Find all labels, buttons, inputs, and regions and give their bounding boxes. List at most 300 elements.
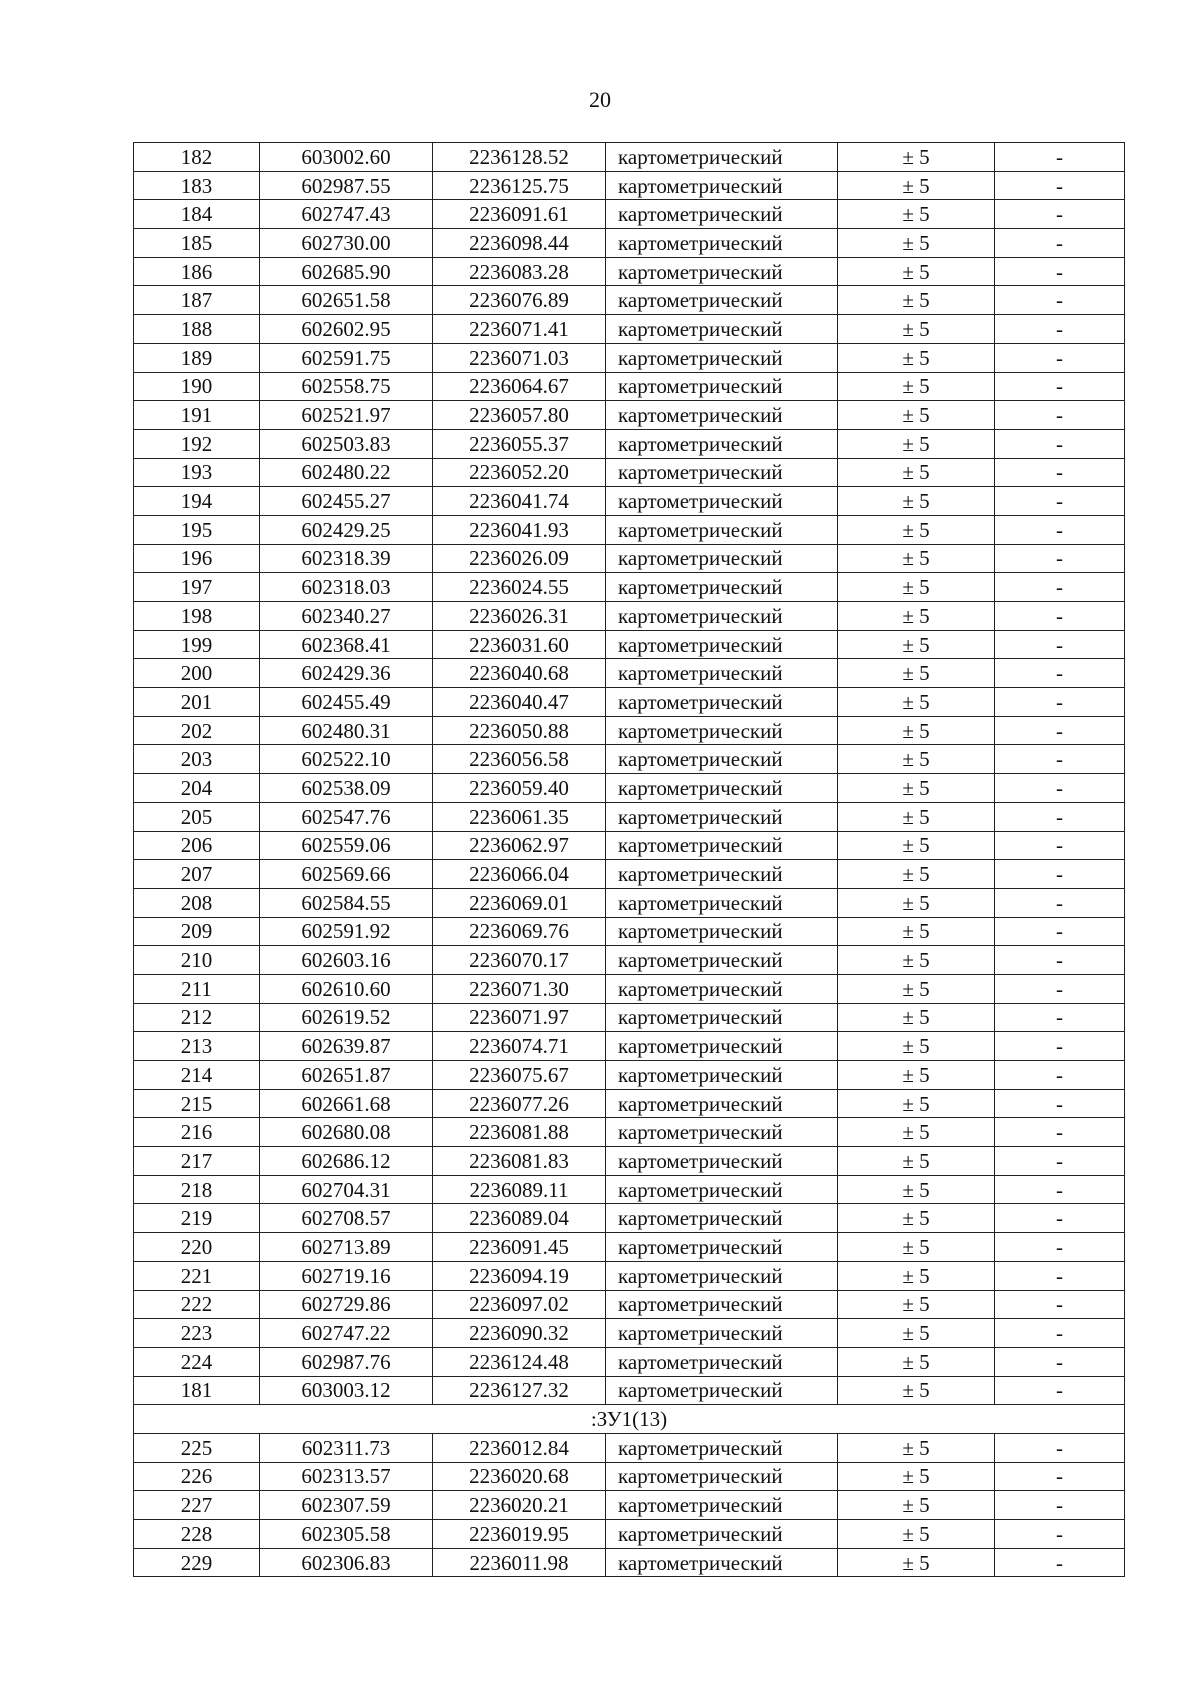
note-cell: - — [995, 888, 1125, 917]
note-cell: - — [995, 802, 1125, 831]
method-cell: картометрический — [606, 1233, 838, 1262]
accuracy-cell: ± 5 — [838, 487, 995, 516]
accuracy-cell: ± 5 — [838, 1003, 995, 1032]
method-cell: картометрический — [606, 257, 838, 286]
x-coordinate-cell: 602538.09 — [260, 774, 433, 803]
accuracy-cell: ± 5 — [838, 1175, 995, 1204]
method-cell: картометрический — [606, 1089, 838, 1118]
point-number-cell: 209 — [134, 917, 260, 946]
method-cell: картометрический — [606, 802, 838, 831]
note-cell: - — [995, 1548, 1125, 1577]
point-number-cell: 195 — [134, 515, 260, 544]
x-coordinate-cell: 602455.49 — [260, 688, 433, 717]
accuracy-cell: ± 5 — [838, 1061, 995, 1090]
table-row — [134, 974, 1125, 1003]
y-coordinate-cell: 2236059.40 — [433, 774, 606, 803]
y-coordinate-cell: 2236071.97 — [433, 1003, 606, 1032]
note-cell: - — [995, 487, 1125, 516]
x-coordinate-cell: 602651.87 — [260, 1061, 433, 1090]
point-number-cell: 211 — [134, 974, 260, 1003]
y-coordinate-cell: 2236077.26 — [433, 1089, 606, 1118]
note-cell: - — [995, 659, 1125, 688]
accuracy-cell: ± 5 — [838, 688, 995, 717]
table-row — [134, 1319, 1125, 1348]
method-cell: картометрический — [606, 716, 838, 745]
table-row — [134, 143, 1125, 172]
method-cell: картометрический — [606, 171, 838, 200]
table-row — [134, 1462, 1125, 1491]
table-row — [134, 659, 1125, 688]
point-number-cell: 202 — [134, 716, 260, 745]
accuracy-cell: ± 5 — [838, 1118, 995, 1147]
x-coordinate-cell: 602318.39 — [260, 544, 433, 573]
y-coordinate-cell: 2236052.20 — [433, 458, 606, 487]
y-coordinate-cell: 2236011.98 — [433, 1548, 606, 1577]
x-coordinate-cell: 602987.55 — [260, 171, 433, 200]
method-cell: картометрический — [606, 1347, 838, 1376]
method-cell: картометрический — [606, 630, 838, 659]
point-number-cell: 229 — [134, 1548, 260, 1577]
point-number-cell: 222 — [134, 1290, 260, 1319]
method-cell: картометрический — [606, 917, 838, 946]
x-coordinate-cell: 602603.16 — [260, 946, 433, 975]
method-cell: картометрический — [606, 200, 838, 229]
table-row — [134, 1261, 1125, 1290]
y-coordinate-cell: 2236019.95 — [433, 1520, 606, 1549]
x-coordinate-cell: 602591.92 — [260, 917, 433, 946]
accuracy-cell: ± 5 — [838, 831, 995, 860]
point-number-cell: 220 — [134, 1233, 260, 1262]
y-coordinate-cell: 2236081.88 — [433, 1118, 606, 1147]
y-coordinate-cell: 2236020.21 — [433, 1491, 606, 1520]
table-row — [134, 1089, 1125, 1118]
point-number-cell: 226 — [134, 1462, 260, 1491]
note-cell: - — [995, 1319, 1125, 1348]
y-coordinate-cell: 2236031.60 — [433, 630, 606, 659]
note-cell: - — [995, 401, 1125, 430]
method-cell: картометрический — [606, 143, 838, 172]
point-number-cell: 204 — [134, 774, 260, 803]
method-cell: картометрический — [606, 1520, 838, 1549]
y-coordinate-cell: 2236055.37 — [433, 429, 606, 458]
y-coordinate-cell: 2236076.89 — [433, 286, 606, 315]
x-coordinate-cell: 602455.27 — [260, 487, 433, 516]
method-cell: картометрический — [606, 1290, 838, 1319]
y-coordinate-cell: 2236070.17 — [433, 946, 606, 975]
method-cell: картометрический — [606, 1003, 838, 1032]
point-number-cell: 207 — [134, 860, 260, 889]
note-cell: - — [995, 1290, 1125, 1319]
x-coordinate-cell: 602503.83 — [260, 429, 433, 458]
x-coordinate-cell: 602661.68 — [260, 1089, 433, 1118]
point-number-cell: 201 — [134, 688, 260, 717]
point-number-cell: 216 — [134, 1118, 260, 1147]
accuracy-cell: ± 5 — [838, 630, 995, 659]
section-label: :ЗУ1(13) — [134, 1405, 1125, 1434]
x-coordinate-cell: 602602.95 — [260, 315, 433, 344]
method-cell: картометрический — [606, 1376, 838, 1405]
accuracy-cell: ± 5 — [838, 1520, 995, 1549]
y-coordinate-cell: 2236064.67 — [433, 372, 606, 401]
x-coordinate-cell: 602619.52 — [260, 1003, 433, 1032]
x-coordinate-cell: 602987.76 — [260, 1347, 433, 1376]
note-cell: - — [995, 917, 1125, 946]
x-coordinate-cell: 602547.76 — [260, 802, 433, 831]
table-row — [134, 774, 1125, 803]
point-number-cell: 198 — [134, 602, 260, 631]
point-number-cell: 224 — [134, 1347, 260, 1376]
x-coordinate-cell: 602558.75 — [260, 372, 433, 401]
y-coordinate-cell: 2236024.55 — [433, 573, 606, 602]
accuracy-cell: ± 5 — [838, 1491, 995, 1520]
x-coordinate-cell: 602480.22 — [260, 458, 433, 487]
table-row — [134, 946, 1125, 975]
note-cell: - — [995, 1118, 1125, 1147]
x-coordinate-cell: 602311.73 — [260, 1433, 433, 1462]
point-number-cell: 215 — [134, 1089, 260, 1118]
point-number-cell: 214 — [134, 1061, 260, 1090]
note-cell: - — [995, 1233, 1125, 1262]
note-cell: - — [995, 1147, 1125, 1176]
accuracy-cell: ± 5 — [838, 257, 995, 286]
y-coordinate-cell: 2236075.67 — [433, 1061, 606, 1090]
note-cell: - — [995, 1032, 1125, 1061]
point-number-cell: 208 — [134, 888, 260, 917]
point-number-cell: 193 — [134, 458, 260, 487]
note-cell: - — [995, 1175, 1125, 1204]
table-row — [134, 1433, 1125, 1462]
accuracy-cell: ± 5 — [838, 1032, 995, 1061]
note-cell: - — [995, 1204, 1125, 1233]
table-row — [134, 257, 1125, 286]
note-cell: - — [995, 515, 1125, 544]
table-row — [134, 888, 1125, 917]
note-cell: - — [995, 688, 1125, 717]
accuracy-cell: ± 5 — [838, 315, 995, 344]
note-cell: - — [995, 1347, 1125, 1376]
point-number-cell: 186 — [134, 257, 260, 286]
method-cell: картометрический — [606, 229, 838, 258]
x-coordinate-cell: 602610.60 — [260, 974, 433, 1003]
point-number-cell: 183 — [134, 171, 260, 200]
method-cell: картометрический — [606, 458, 838, 487]
x-coordinate-cell: 602685.90 — [260, 257, 433, 286]
note-cell: - — [995, 745, 1125, 774]
x-coordinate-cell: 602651.58 — [260, 286, 433, 315]
x-coordinate-cell: 602522.10 — [260, 745, 433, 774]
y-coordinate-cell: 2236125.75 — [433, 171, 606, 200]
point-number-cell: 212 — [134, 1003, 260, 1032]
accuracy-cell: ± 5 — [838, 343, 995, 372]
method-cell: картометрический — [606, 1061, 838, 1090]
x-coordinate-cell: 602569.66 — [260, 860, 433, 889]
table-row — [134, 343, 1125, 372]
point-number-cell: 203 — [134, 745, 260, 774]
x-coordinate-cell: 602340.27 — [260, 602, 433, 631]
note-cell: - — [995, 1462, 1125, 1491]
x-coordinate-cell: 602305.58 — [260, 1520, 433, 1549]
table-row — [134, 831, 1125, 860]
y-coordinate-cell: 2236062.97 — [433, 831, 606, 860]
x-coordinate-cell: 602747.43 — [260, 200, 433, 229]
note-cell: - — [995, 716, 1125, 745]
method-cell: картометрический — [606, 1462, 838, 1491]
coordinates-table — [133, 142, 1125, 1577]
table-row — [134, 286, 1125, 315]
point-number-cell: 206 — [134, 831, 260, 860]
accuracy-cell: ± 5 — [838, 458, 995, 487]
table-row — [134, 315, 1125, 344]
accuracy-cell: ± 5 — [838, 1233, 995, 1262]
method-cell: картометрический — [606, 1175, 838, 1204]
y-coordinate-cell: 2236071.41 — [433, 315, 606, 344]
table-row — [134, 171, 1125, 200]
y-coordinate-cell: 2236026.09 — [433, 544, 606, 573]
accuracy-cell: ± 5 — [838, 1290, 995, 1319]
point-number-cell: 223 — [134, 1319, 260, 1348]
table-row — [134, 573, 1125, 602]
note-cell: - — [995, 974, 1125, 1003]
method-cell: картометрический — [606, 659, 838, 688]
method-cell: картометрический — [606, 1261, 838, 1290]
y-coordinate-cell: 2236041.74 — [433, 487, 606, 516]
point-number-cell: 189 — [134, 343, 260, 372]
x-coordinate-cell: 602559.06 — [260, 831, 433, 860]
accuracy-cell: ± 5 — [838, 515, 995, 544]
method-cell: картометрический — [606, 831, 838, 860]
table-row — [134, 429, 1125, 458]
y-coordinate-cell: 2236026.31 — [433, 602, 606, 631]
table-row — [134, 1147, 1125, 1176]
point-number-cell: 213 — [134, 1032, 260, 1061]
method-cell: картометрический — [606, 286, 838, 315]
table-row — [134, 1347, 1125, 1376]
note-cell: - — [995, 1061, 1125, 1090]
point-number-cell: 219 — [134, 1204, 260, 1233]
point-number-cell: 192 — [134, 429, 260, 458]
table-row — [134, 860, 1125, 889]
x-coordinate-cell: 602313.57 — [260, 1462, 433, 1491]
method-cell: картометрический — [606, 573, 838, 602]
method-cell: картометрический — [606, 1548, 838, 1577]
method-cell: картометрический — [606, 688, 838, 717]
note-cell: - — [995, 1433, 1125, 1462]
note-cell: - — [995, 1491, 1125, 1520]
method-cell: картометрический — [606, 1204, 838, 1233]
y-coordinate-cell: 2236012.84 — [433, 1433, 606, 1462]
x-coordinate-cell: 602704.31 — [260, 1175, 433, 1204]
point-number-cell: 210 — [134, 946, 260, 975]
table-row — [134, 401, 1125, 430]
note-cell: - — [995, 573, 1125, 602]
y-coordinate-cell: 2236066.04 — [433, 860, 606, 889]
table-row — [134, 487, 1125, 516]
y-coordinate-cell: 2236071.03 — [433, 343, 606, 372]
point-number-cell: 194 — [134, 487, 260, 516]
note-cell: - — [995, 171, 1125, 200]
method-cell: картометрический — [606, 1118, 838, 1147]
table-row — [134, 544, 1125, 573]
x-coordinate-cell: 602307.59 — [260, 1491, 433, 1520]
y-coordinate-cell: 2236124.48 — [433, 1347, 606, 1376]
method-cell: картометрический — [606, 515, 838, 544]
accuracy-cell: ± 5 — [838, 1204, 995, 1233]
method-cell: картометрический — [606, 1319, 838, 1348]
table-row — [134, 1290, 1125, 1319]
note-cell: - — [995, 229, 1125, 258]
table-body-group-1 — [134, 143, 1125, 1405]
note-cell: - — [995, 286, 1125, 315]
point-number-cell: 187 — [134, 286, 260, 315]
method-cell: картометрический — [606, 774, 838, 803]
method-cell: картометрический — [606, 1032, 838, 1061]
table-row — [134, 917, 1125, 946]
x-coordinate-cell: 602429.25 — [260, 515, 433, 544]
y-coordinate-cell: 2236071.30 — [433, 974, 606, 1003]
table-row — [134, 1548, 1125, 1577]
accuracy-cell: ± 5 — [838, 1089, 995, 1118]
table-row — [134, 602, 1125, 631]
accuracy-cell: ± 5 — [838, 659, 995, 688]
accuracy-cell: ± 5 — [838, 229, 995, 258]
note-cell: - — [995, 1261, 1125, 1290]
table-row — [134, 1520, 1125, 1549]
point-number-cell: 181 — [134, 1376, 260, 1405]
x-coordinate-cell: 602730.00 — [260, 229, 433, 258]
x-coordinate-cell: 602591.75 — [260, 343, 433, 372]
x-coordinate-cell: 602306.83 — [260, 1548, 433, 1577]
accuracy-cell: ± 5 — [838, 1462, 995, 1491]
accuracy-cell: ± 5 — [838, 1147, 995, 1176]
point-number-cell: 188 — [134, 315, 260, 344]
accuracy-cell: ± 5 — [838, 946, 995, 975]
x-coordinate-cell: 602719.16 — [260, 1261, 433, 1290]
point-number-cell: 191 — [134, 401, 260, 430]
method-cell: картометрический — [606, 602, 838, 631]
y-coordinate-cell: 2236069.01 — [433, 888, 606, 917]
note-cell: - — [995, 831, 1125, 860]
accuracy-cell: ± 5 — [838, 1347, 995, 1376]
accuracy-cell: ± 5 — [838, 860, 995, 889]
note-cell: - — [995, 257, 1125, 286]
table-row — [134, 515, 1125, 544]
y-coordinate-cell: 2236081.83 — [433, 1147, 606, 1176]
method-cell: картометрический — [606, 1491, 838, 1520]
method-cell: картометрический — [606, 745, 838, 774]
table-row — [134, 1204, 1125, 1233]
accuracy-cell: ± 5 — [838, 1319, 995, 1348]
accuracy-cell: ± 5 — [838, 774, 995, 803]
accuracy-cell: ± 5 — [838, 143, 995, 172]
table-row — [134, 1061, 1125, 1090]
method-cell: картометрический — [606, 860, 838, 889]
note-cell: - — [995, 315, 1125, 344]
table-row — [134, 1032, 1125, 1061]
note-cell: - — [995, 946, 1125, 975]
x-coordinate-cell: 602713.89 — [260, 1233, 433, 1262]
note-cell: - — [995, 429, 1125, 458]
point-number-cell: 221 — [134, 1261, 260, 1290]
method-cell: картометрический — [606, 946, 838, 975]
table-row — [134, 1003, 1125, 1032]
y-coordinate-cell: 2236083.28 — [433, 257, 606, 286]
point-number-cell: 197 — [134, 573, 260, 602]
note-cell: - — [995, 143, 1125, 172]
point-number-cell: 205 — [134, 802, 260, 831]
table-row — [134, 229, 1125, 258]
table-row — [134, 1491, 1125, 1520]
method-cell: картометрический — [606, 1433, 838, 1462]
y-coordinate-cell: 2236061.35 — [433, 802, 606, 831]
section-row-group — [134, 1405, 1125, 1434]
table-row — [134, 200, 1125, 229]
table-row — [134, 372, 1125, 401]
point-number-cell: 199 — [134, 630, 260, 659]
point-number-cell: 185 — [134, 229, 260, 258]
point-number-cell: 196 — [134, 544, 260, 573]
method-cell: картометрический — [606, 372, 838, 401]
table-row — [134, 1175, 1125, 1204]
note-cell: - — [995, 860, 1125, 889]
x-coordinate-cell: 602584.55 — [260, 888, 433, 917]
accuracy-cell: ± 5 — [838, 917, 995, 946]
method-cell: картометрический — [606, 487, 838, 516]
y-coordinate-cell: 2236094.19 — [433, 1261, 606, 1290]
note-cell: - — [995, 372, 1125, 401]
method-cell: картометрический — [606, 429, 838, 458]
accuracy-cell: ± 5 — [838, 716, 995, 745]
method-cell: картометрический — [606, 401, 838, 430]
accuracy-cell: ± 5 — [838, 200, 995, 229]
section-row — [134, 1405, 1125, 1434]
x-coordinate-cell: 602368.41 — [260, 630, 433, 659]
x-coordinate-cell: 603002.60 — [260, 143, 433, 172]
point-number-cell: 182 — [134, 143, 260, 172]
y-coordinate-cell: 2236056.58 — [433, 745, 606, 774]
table-row — [134, 1376, 1125, 1405]
table-row — [134, 630, 1125, 659]
note-cell: - — [995, 1376, 1125, 1405]
point-number-cell: 218 — [134, 1175, 260, 1204]
y-coordinate-cell: 2236128.52 — [433, 143, 606, 172]
note-cell: - — [995, 544, 1125, 573]
table-body-group-2 — [134, 1433, 1125, 1576]
note-cell: - — [995, 458, 1125, 487]
y-coordinate-cell: 2236091.61 — [433, 200, 606, 229]
y-coordinate-cell: 2236040.47 — [433, 688, 606, 717]
accuracy-cell: ± 5 — [838, 573, 995, 602]
y-coordinate-cell: 2236050.88 — [433, 716, 606, 745]
note-cell: - — [995, 343, 1125, 372]
y-coordinate-cell: 2236041.93 — [433, 515, 606, 544]
page-number: 20 — [589, 87, 611, 112]
y-coordinate-cell: 2236069.76 — [433, 917, 606, 946]
x-coordinate-cell: 602521.97 — [260, 401, 433, 430]
accuracy-cell: ± 5 — [838, 745, 995, 774]
table-row — [134, 802, 1125, 831]
method-cell: картометрический — [606, 544, 838, 573]
accuracy-cell: ± 5 — [838, 888, 995, 917]
y-coordinate-cell: 2236057.80 — [433, 401, 606, 430]
y-coordinate-cell: 2236074.71 — [433, 1032, 606, 1061]
method-cell: картометрический — [606, 974, 838, 1003]
x-coordinate-cell: 602680.08 — [260, 1118, 433, 1147]
y-coordinate-cell: 2236091.45 — [433, 1233, 606, 1262]
x-coordinate-cell: 603003.12 — [260, 1376, 433, 1405]
note-cell: - — [995, 602, 1125, 631]
accuracy-cell: ± 5 — [838, 401, 995, 430]
note-cell: - — [995, 1003, 1125, 1032]
